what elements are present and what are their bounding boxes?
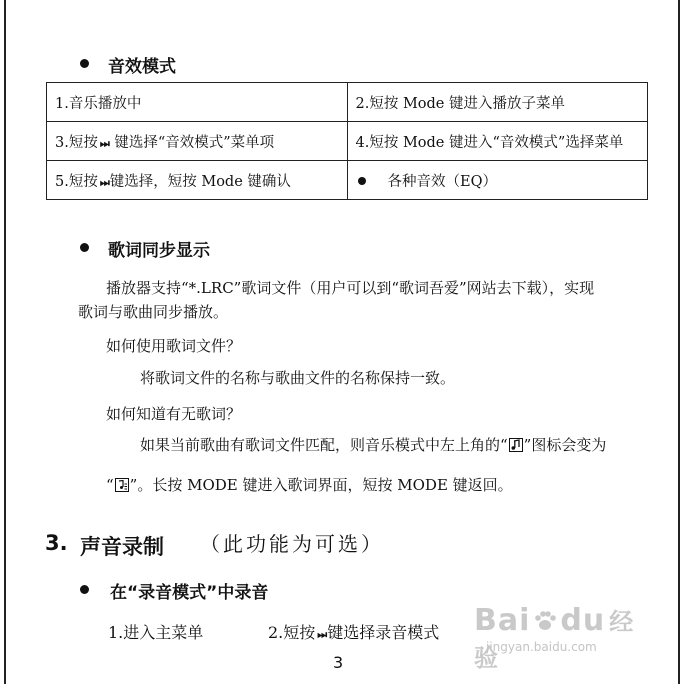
section-title: 声音录制 [80, 535, 164, 559]
step-text: 1.进入主菜单 [108, 623, 204, 642]
sub-heading-record: 在“录音模式”中录音 [110, 583, 269, 603]
eq-steps-table [46, 82, 648, 200]
cell-text: 键选择“音效模式”菜单项 [109, 134, 275, 151]
cell-text: 5.短按 [55, 173, 98, 190]
answer-text-part: ”。长按 MODE 键进入歌词界面，短按 MODE 键返回。 [129, 476, 513, 494]
watermark-brand-cn: 经验 [474, 608, 635, 672]
answer-text-part: 如果当前歌曲有歌词文件匹配，则音乐模式中左上角的“ [140, 436, 508, 454]
answer-text-part: ”图标会变为 [523, 436, 607, 454]
page-border-right [678, 0, 680, 684]
section-note: （此功能为可选） [200, 532, 384, 556]
step-text-part: 2.短按 [268, 623, 316, 642]
step-text-part: 键选择录音模式 [327, 623, 440, 642]
bullet-icon [358, 177, 366, 185]
answer-text [140, 434, 606, 455]
music-note-icon [509, 438, 523, 452]
table-cell: 4.短按 Mode 键进入“音效模式”选择菜单 [347, 122, 648, 161]
paw-icon [532, 608, 558, 638]
paragraph-line: 播放器支持“*.LRC”歌词文件（用户可以到“歌词吾爱”网站去下载），实现 [106, 279, 595, 297]
section-heading-lyrics: 歌词同步显示 [108, 241, 210, 261]
section-number: 3. [45, 531, 68, 555]
fast-forward-icon: ⏭ [99, 175, 108, 189]
fast-forward-icon: ⏭ [99, 136, 108, 150]
watermark-brand-left: Bai [474, 603, 531, 638]
watermark-brand-right: du [560, 603, 606, 638]
table-cell: 1.音乐播放中 [47, 83, 348, 122]
cell-text: 各种音效（EQ） [387, 173, 497, 190]
baidu-watermark [474, 602, 644, 672]
cell-text: 键选择，短按 Mode 键确认 [109, 173, 291, 190]
cell-text: 3.短按 [55, 134, 98, 151]
table-cell [47, 161, 348, 200]
answer-text-part: “ [106, 476, 114, 494]
table-cell: 2.短按 Mode 键进入播放子菜单 [347, 83, 648, 122]
bullet-icon [80, 585, 89, 594]
lyrics-music-icon [115, 478, 129, 492]
step-text [268, 620, 439, 643]
fast-forward-icon: ⏭ [317, 628, 326, 641]
bullet-icon [80, 243, 89, 252]
page-border-left [4, 0, 6, 684]
table-row [47, 122, 648, 161]
table-cell [47, 122, 348, 161]
question-text: 如何知道有无歌词？ [106, 405, 242, 423]
answer-text: 将歌词文件的名称与歌曲文件的名称保持一致。 [140, 369, 456, 387]
bullet-icon [80, 59, 89, 68]
question-text: 如何使用歌词文件？ [106, 337, 242, 355]
paragraph-line: 歌词与歌曲同步播放。 [78, 303, 229, 321]
table-cell [347, 161, 648, 200]
answer-text [106, 474, 513, 495]
page-number: 3 [333, 653, 344, 672]
section-heading-eq: 音效模式 [108, 57, 176, 77]
watermark-url: jingyan.baidu.com [486, 640, 597, 654]
table-row [47, 161, 648, 200]
table-row [47, 83, 648, 122]
